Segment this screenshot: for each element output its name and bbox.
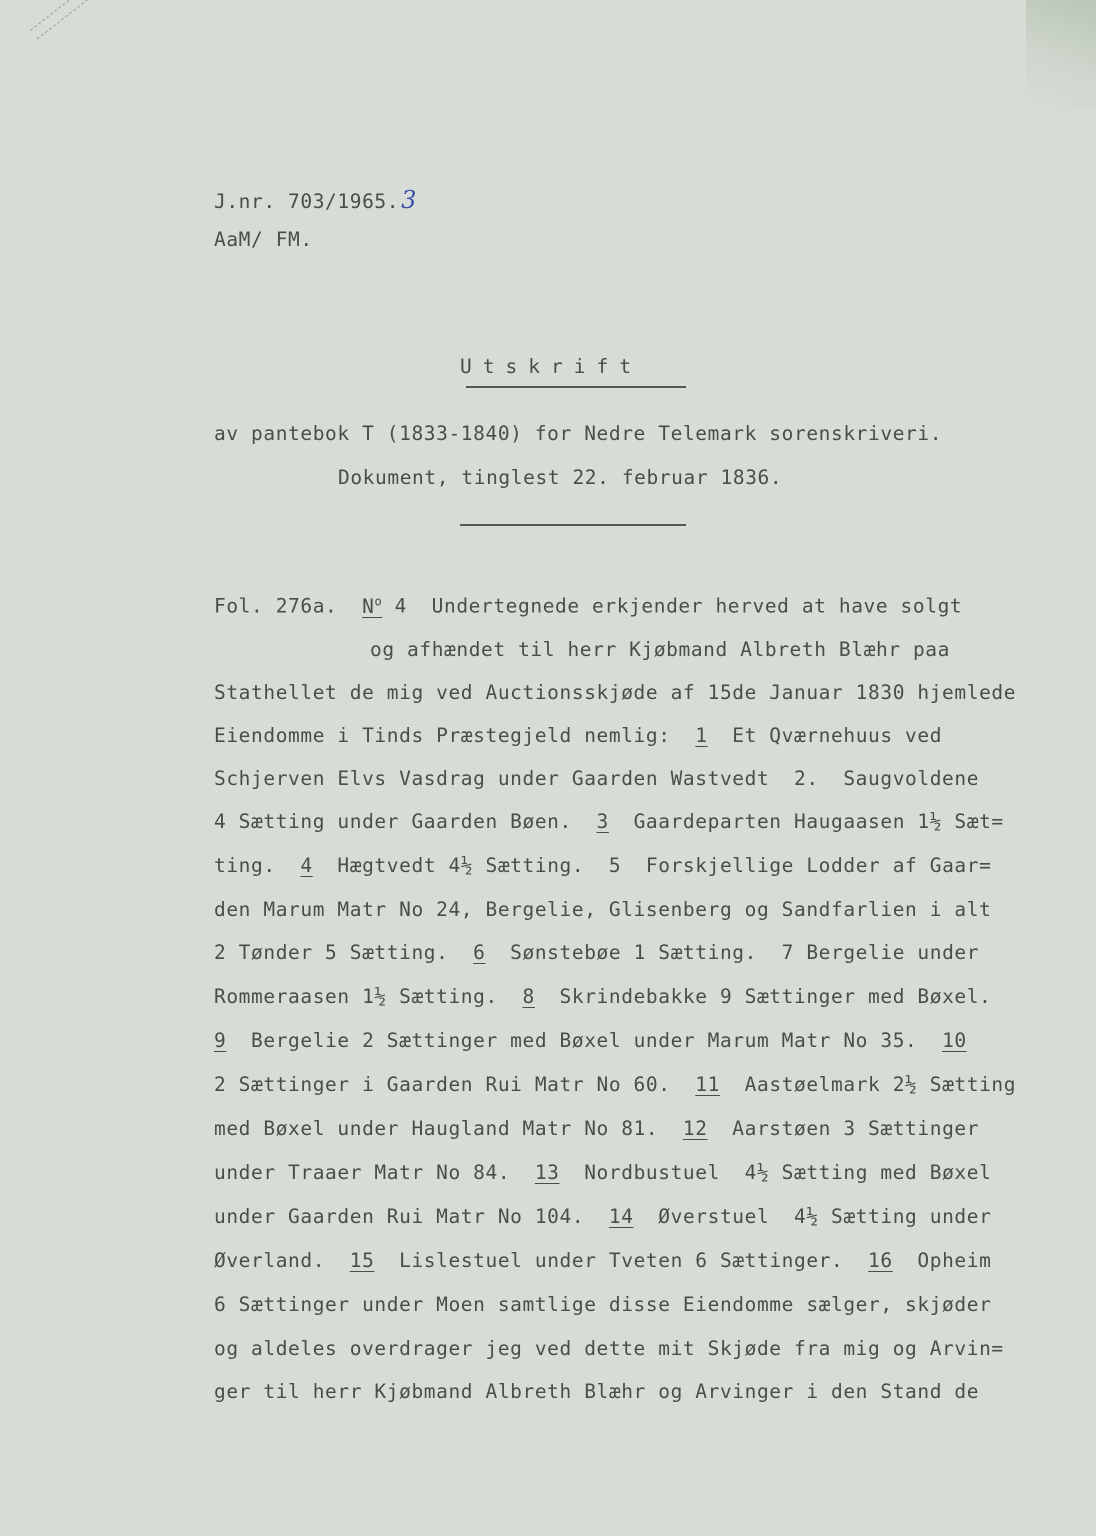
section-divider [460,524,686,526]
item-number: 15 [349,1249,375,1272]
text-segment: Aarstøen 3 Sættinger [707,1117,980,1140]
text-segment: ting. [214,854,301,877]
body-line-11 [214,1029,967,1052]
text-segment: Bergelie 2 Sættinger med Bøxel under Marum Matr No 35. [226,1029,943,1052]
body-line-15 [214,1205,991,1228]
text-segment: under Gaarden Rui Matr No 104. [214,1205,609,1228]
initials: AaM/ FM. [214,228,313,251]
document-number: 4 [382,594,407,618]
journal-reference [214,186,417,214]
item-number: 14 [608,1205,634,1228]
text-segment: 4 Sætting under Gaarden Bøen. [214,810,597,833]
body-line-12 [214,1073,1016,1096]
text-segment: Sønstebøe 1 Sætting. 7 Bergelie under [485,941,980,964]
text-segment: Skrindebakke 9 Sættinger med Bøxel. [534,985,992,1008]
item-number: 3 [596,810,609,833]
text-segment: Rommeraasen 1½ Sætting. [214,985,523,1008]
item-number: 4 [300,854,313,877]
body-line-2: og afhændet til herr Kjøbmand Albreth Blæhr paa [370,638,950,661]
text-segment: Øverstuel 4½ Sætting under [633,1205,992,1228]
text-segment: 2 Sættinger i Gaarden Rui Matr No 60. [214,1073,696,1096]
body-line-7 [214,854,991,877]
text-segment: Et Qværnehuus ved [707,724,943,747]
body-line-9 [214,941,979,964]
body-line-6 [214,810,1004,833]
text-segment: med Bøxel under Haugland Matr No 81. [214,1117,683,1140]
body-line-5: Schjerven Elvs Vasdrag under Gaarden Wastvedt 2. Saugvoldene [214,767,980,790]
title-underline [466,386,686,388]
number-marker [362,595,382,618]
text-segment: Øverland. [214,1249,350,1272]
journal-reference-text: J.nr. 703/1965. [214,190,400,213]
text-segment: Aastøelmark 2½ Sætting [719,1073,1017,1096]
item-number: 12 [682,1117,708,1140]
item-number: 16 [868,1249,893,1272]
text-segment: 2 Tønder 5 Sætting. [214,941,474,964]
subtitle-line-1: av pantebok T (1833-1840) for Nedre Telemark sorenskriveri. [214,422,943,445]
text-segment: under Traaer Matr No 84. [214,1161,535,1184]
text-segment: Eiendomme i Tinds Præstegjeld nemlig: [214,724,696,747]
body-line-17: 6 Sættinger under Moen samtlige disse Eiendomme sælger, skjøder [214,1293,992,1316]
item-number: 1 [695,724,708,747]
text-segment: Lislestuel under Tveten 6 Sættinger. [374,1249,869,1272]
body-line-1 [214,594,962,618]
body-line-14 [214,1161,991,1184]
item-number: 6 [473,941,486,964]
text-segment: Nordbustuel 4½ Sætting med Bøxel [559,1161,992,1184]
item-number: 13 [534,1161,560,1184]
subtitle-line-2: Dokument, tinglest 22. februar 1836. [338,466,783,489]
text-segment: Gaardeparten Haugaasen 1½ Sæt= [608,810,1004,833]
number-prefix: N [362,594,375,618]
item-number: 9 [214,1029,227,1052]
item-number: 10 [942,1029,967,1052]
body-line-13 [214,1117,979,1140]
body-line-4 [214,724,942,747]
body-line-10 [214,985,991,1008]
body-line-19: ger til herr Kjøbmand Albreth Blæhr og Arvinger i den Stand de [214,1380,980,1403]
page-corner-fold [1026,0,1096,110]
handwritten-number: 3 [401,186,417,214]
archive-stamp [30,0,108,39]
text-segment: Opheim [892,1249,992,1272]
body-line-3: Stathellet de mig ved Auctionsskjøde af 15de Januar 1830 hjemlede [214,681,1017,704]
body-line-18: og aldeles overdrager jeg ved dette mit Skjøde fra mig og Arvin= [214,1337,1004,1360]
body-line-16 [214,1249,991,1272]
body-line-8: den Marum Matr No 24, Bergelie, Glisenberg og Sandfarlien i alt [214,898,992,921]
body-line-1-text: Undertegnede erkjender herved at have solgt [406,594,963,618]
item-number: 8 [522,985,535,1008]
document-title: Utskrift [460,355,642,378]
item-number: 11 [695,1073,720,1096]
number-superscript: o [374,594,383,608]
folio-reference: Fol. 276a. [214,594,338,618]
text-segment: Hægtvedt 4½ Sætting. 5 Forskjellige Lodder af Gaar= [312,854,992,877]
